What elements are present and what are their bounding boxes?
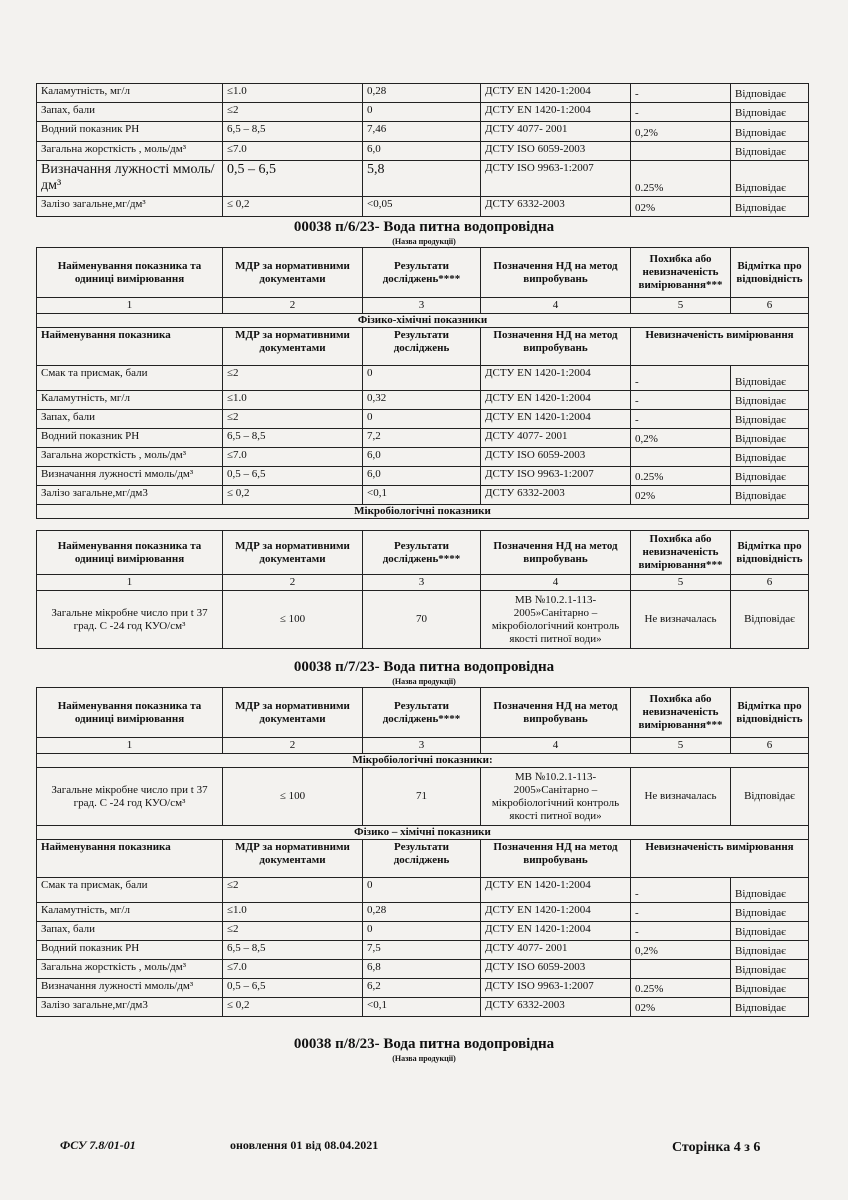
subheader-uncertainty: Невизначеність вимірювання	[631, 840, 809, 878]
table-row	[37, 197, 809, 217]
micro-mark: Відповідає	[731, 768, 809, 826]
table-row	[37, 878, 809, 903]
row-method: ДСТУ 4077- 2001	[481, 429, 631, 448]
table-row	[37, 486, 809, 505]
col-num-4: 4	[481, 575, 631, 591]
col-num-1: 1	[37, 298, 223, 314]
row-uncertainty: -	[631, 103, 731, 122]
column-number-row	[37, 575, 809, 591]
header-method: Позначення НД на метод випробувань	[481, 531, 631, 575]
micro-uncertainty: Не визначалась	[631, 591, 731, 649]
row-result: 6,0	[363, 142, 481, 161]
row-norm: ≤2	[223, 878, 363, 903]
row-name: Визначання лужності ммоль/дм³	[37, 467, 223, 486]
section-micro: Мікробіологічні показники:	[37, 754, 809, 768]
subheader-norm: МДР за нормативними документами	[223, 840, 363, 878]
table-row	[37, 84, 809, 103]
row-norm: ≤ 0,2	[223, 486, 363, 505]
row-result: 0	[363, 878, 481, 903]
results-table-5-continued	[36, 83, 809, 217]
table-row	[37, 122, 809, 142]
row-norm: 0,5 – 6,5	[223, 979, 363, 998]
row-mark: Відповідає	[731, 960, 809, 979]
table-subheader-row	[37, 840, 809, 878]
row-result: 6,0	[363, 448, 481, 467]
section-physchem: Фізико – хімічні показники	[37, 826, 809, 840]
row-method: ДСТУ EN 1420-1:2004	[481, 103, 631, 122]
micro-norm: ≤ 100	[223, 768, 363, 826]
col-num-5: 5	[631, 298, 731, 314]
row-result: 7,46	[363, 122, 481, 142]
micro-mark: Відповідає	[731, 591, 809, 649]
row-uncertainty: 0.25%	[631, 467, 731, 486]
row-result: 0	[363, 366, 481, 391]
row-result: 0,28	[363, 84, 481, 103]
col-num-5: 5	[631, 738, 731, 754]
row-name: Загальна жорсткість , моль/дм³	[37, 448, 223, 467]
table-row	[37, 142, 809, 161]
row-mark: Відповідає	[731, 486, 809, 505]
subheader-result: Результати досліджень	[363, 840, 481, 878]
subheader-name: Найменування показника	[37, 840, 223, 878]
micro-name: Загальне мікробне число при t 37 град. С -24 год КУО/см³	[37, 591, 223, 649]
row-method: ДСТУ EN 1420-1:2004	[481, 878, 631, 903]
row-uncertainty	[631, 960, 731, 979]
row-norm: ≤ 0,2	[223, 998, 363, 1017]
row-norm: 0,5 – 6,5	[223, 161, 363, 197]
micro-method: МВ №10.2.1-113-2005»Санітарно – мікробіологічний контроль якості питної води»	[481, 768, 631, 826]
row-norm: ≤7.0	[223, 142, 363, 161]
sample-title-7: 00038 п/7/23- Вода питна водопровідна	[293, 659, 555, 675]
row-method: ДСТУ ISO 9963-1:2007	[481, 467, 631, 486]
micro-norm: ≤ 100	[223, 591, 363, 649]
row-mark: Відповідає	[731, 142, 809, 161]
table-header-row	[37, 531, 809, 575]
row-mark: Відповідає	[731, 998, 809, 1017]
row-result: <0,1	[363, 486, 481, 505]
subheader-name: Найменування показника	[37, 328, 223, 366]
micro-table-6	[36, 530, 809, 649]
col-num-5: 5	[631, 575, 731, 591]
row-mark: Відповідає	[731, 391, 809, 410]
row-result: 0,28	[363, 903, 481, 922]
row-method: ДСТУ 6332-2003	[481, 486, 631, 505]
header-result: Результати досліджень****	[363, 688, 481, 738]
subheader-method: Позначення НД на метод випробувань	[481, 328, 631, 366]
subheader-result: Результати досліджень	[363, 328, 481, 366]
row-name: Водний показник РН	[37, 122, 223, 142]
subheader-uncertainty: Невизначеність вимірювання	[631, 328, 809, 366]
col-num-3: 3	[363, 575, 481, 591]
row-mark: Відповідає	[731, 448, 809, 467]
header-mark: Відмітка про відповідність	[731, 531, 809, 575]
header-name: Найменування показника та одиниці вимірювання	[37, 248, 223, 298]
row-method: ДСТУ EN 1420-1:2004	[481, 391, 631, 410]
section-physchem: Фізико-хімічні показники	[37, 314, 809, 328]
header-name: Найменування показника та одиниці вимірювання	[37, 688, 223, 738]
row-name: Смак та присмак, бали	[37, 366, 223, 391]
row-method: ДСТУ 6332-2003	[481, 197, 631, 217]
table-row	[37, 960, 809, 979]
table-row	[37, 998, 809, 1017]
header-norm: МДР за нормативними документами	[223, 248, 363, 298]
row-method: ДСТУ EN 1420-1:2004	[481, 366, 631, 391]
results-table-7	[36, 687, 809, 1017]
row-method: ДСТУ 4077- 2001	[481, 941, 631, 960]
table-row	[37, 941, 809, 960]
sample-subtitle-6: (Назва продукції)	[392, 237, 456, 246]
table-row	[37, 467, 809, 486]
row-name: Смак та присмак, бали	[37, 878, 223, 903]
row-uncertainty: 0.25%	[631, 161, 731, 197]
row-norm: 6,5 – 8,5	[223, 429, 363, 448]
micro-uncertainty: Не визначалась	[631, 768, 731, 826]
header-method: Позначення НД на метод випробувань	[481, 248, 631, 298]
header-norm: МДР за нормативними документами	[223, 688, 363, 738]
sample-subtitle-8: (Назва продукції)	[392, 1054, 456, 1063]
row-mark: Відповідає	[731, 903, 809, 922]
sample-title-6: 00038 п/6/23- Вода питна водопровідна	[293, 219, 555, 235]
row-uncertainty: 0,2%	[631, 941, 731, 960]
row-name: Визначання лужності ммоль/дм³	[37, 979, 223, 998]
row-uncertainty: 0,2%	[631, 429, 731, 448]
row-method: ДСТУ ISO 9963-1:2007	[481, 979, 631, 998]
row-mark: Відповідає	[731, 410, 809, 429]
header-name: Найменування показника та одиниці вимірювання	[37, 531, 223, 575]
row-method: ДСТУ EN 1420-1:2004	[481, 84, 631, 103]
micro-name: Загальне мікробне число при t 37 град. С -24 год КУО/см³	[37, 768, 223, 826]
col-num-6: 6	[731, 298, 809, 314]
micro-method: МВ №10.2.1-113-2005»Санітарно – мікробіологічний контроль якості питної води»	[481, 591, 631, 649]
table-row	[37, 979, 809, 998]
revision-note: оновлення 01 від 08.04.2021	[230, 1138, 379, 1152]
sample-title-8: 00038 п/8/23- Вода питна водопровідна	[293, 1036, 555, 1052]
row-mark: Відповідає	[731, 197, 809, 217]
row-result: <0,05	[363, 197, 481, 217]
table-header-row	[37, 248, 809, 298]
col-num-2: 2	[223, 738, 363, 754]
header-method: Позначення НД на метод випробувань	[481, 688, 631, 738]
row-mark: Відповідає	[731, 161, 809, 197]
row-mark: Відповідає	[731, 979, 809, 998]
row-name: Запах, бали	[37, 922, 223, 941]
row-name: Залізо загальне,мг/дм3	[37, 998, 223, 1017]
header-mark: Відмітка про відповідність	[731, 248, 809, 298]
table-header-row	[37, 688, 809, 738]
table-row	[37, 410, 809, 429]
row-uncertainty	[631, 142, 731, 161]
row-uncertainty: 0,2%	[631, 122, 731, 142]
row-uncertainty: -	[631, 391, 731, 410]
column-number-row	[37, 738, 809, 754]
micro-result: 70	[363, 591, 481, 649]
row-result: 5,8	[363, 161, 481, 197]
row-result: 7,2	[363, 429, 481, 448]
row-result: 7,5	[363, 941, 481, 960]
subheader-method: Позначення НД на метод випробувань	[481, 840, 631, 878]
header-uncertainty: Похибка або невизначеність вимірювання***	[631, 248, 731, 298]
row-uncertainty: 02%	[631, 486, 731, 505]
row-norm: ≤ 0,2	[223, 197, 363, 217]
row-mark: Відповідає	[731, 467, 809, 486]
row-result: <0,1	[363, 998, 481, 1017]
row-norm: ≤7.0	[223, 960, 363, 979]
table-row	[37, 922, 809, 941]
table-row	[37, 448, 809, 467]
col-num-2: 2	[223, 575, 363, 591]
form-code: ФСУ 7.8/01-01	[60, 1138, 136, 1152]
row-uncertainty: -	[631, 903, 731, 922]
row-mark: Відповідає	[731, 922, 809, 941]
row-result: 6,2	[363, 979, 481, 998]
header-mark: Відмітка про відповідність	[731, 688, 809, 738]
row-uncertainty: -	[631, 878, 731, 903]
row-norm: 6,5 – 8,5	[223, 122, 363, 142]
row-name: Водний показник РН	[37, 941, 223, 960]
row-uncertainty: 02%	[631, 197, 731, 217]
row-result: 6,0	[363, 467, 481, 486]
row-uncertainty: 0.25%	[631, 979, 731, 998]
col-num-1: 1	[37, 738, 223, 754]
row-name: Загальна жорсткість , моль/дм³	[37, 142, 223, 161]
col-num-6: 6	[731, 738, 809, 754]
row-name: Каламутність, мг/л	[37, 391, 223, 410]
table-row	[37, 103, 809, 122]
row-method: ДСТУ 4077- 2001	[481, 122, 631, 142]
row-name: Запах, бали	[37, 103, 223, 122]
row-norm: ≤2	[223, 366, 363, 391]
row-name: Залізо загальне,мг/дм3	[37, 486, 223, 505]
col-num-4: 4	[481, 738, 631, 754]
row-mark: Відповідає	[731, 122, 809, 142]
row-method: ДСТУ ISO 6059-2003	[481, 960, 631, 979]
header-result: Результати досліджень****	[363, 248, 481, 298]
column-number-row	[37, 298, 809, 314]
row-norm: 0,5 – 6,5	[223, 467, 363, 486]
row-method: ДСТУ ISO 9963-1:2007	[481, 161, 631, 197]
row-uncertainty: -	[631, 366, 731, 391]
row-name: Каламутність, мг/л	[37, 903, 223, 922]
table-row	[37, 429, 809, 448]
row-mark: Відповідає	[731, 84, 809, 103]
row-mark: Відповідає	[731, 366, 809, 391]
subheader-norm: МДР за нормативними документами	[223, 328, 363, 366]
row-uncertainty: -	[631, 84, 731, 103]
row-name: Визначання лужності ммоль/дм³	[37, 161, 223, 197]
col-num-6: 6	[731, 575, 809, 591]
row-result: 0	[363, 410, 481, 429]
table-row	[37, 366, 809, 391]
row-mark: Відповідає	[731, 941, 809, 960]
col-num-1: 1	[37, 575, 223, 591]
row-norm: ≤2	[223, 922, 363, 941]
row-name: Залізо загальне,мг/дм³	[37, 197, 223, 217]
row-mark: Відповідає	[731, 429, 809, 448]
table-row	[37, 768, 809, 826]
table-row	[37, 161, 809, 197]
col-num-3: 3	[363, 298, 481, 314]
row-uncertainty: 02%	[631, 998, 731, 1017]
row-result: 0	[363, 922, 481, 941]
row-norm: 6,5 – 8,5	[223, 941, 363, 960]
row-uncertainty: -	[631, 922, 731, 941]
row-norm: ≤2	[223, 410, 363, 429]
row-norm: ≤2	[223, 103, 363, 122]
table-row	[37, 591, 809, 649]
row-name: Загальна жорсткість , моль/дм³	[37, 960, 223, 979]
row-name: Каламутність, мг/л	[37, 84, 223, 103]
table-subheader-row	[37, 328, 809, 366]
row-method: ДСТУ EN 1420-1:2004	[481, 903, 631, 922]
header-result: Результати досліджень****	[363, 531, 481, 575]
results-table-6	[36, 247, 809, 519]
row-name: Водний показник РН	[37, 429, 223, 448]
page-number: Сторінка 4 з 6	[672, 1140, 761, 1155]
row-result: 6,8	[363, 960, 481, 979]
col-num-2: 2	[223, 298, 363, 314]
table-row	[37, 391, 809, 410]
row-method: ДСТУ EN 1420-1:2004	[481, 410, 631, 429]
row-method: ДСТУ ISO 6059-2003	[481, 448, 631, 467]
row-uncertainty: -	[631, 410, 731, 429]
row-norm: ≤7.0	[223, 448, 363, 467]
micro-result: 71	[363, 768, 481, 826]
table-row	[37, 903, 809, 922]
row-result: 0,32	[363, 391, 481, 410]
row-uncertainty	[631, 448, 731, 467]
row-norm: ≤1.0	[223, 84, 363, 103]
header-uncertainty: Похибка або невизначеність вимірювання***	[631, 688, 731, 738]
col-num-3: 3	[363, 738, 481, 754]
section-micro: Мікробіологічні показники	[37, 505, 809, 519]
row-method: ДСТУ ISO 6059-2003	[481, 142, 631, 161]
row-mark: Відповідає	[731, 878, 809, 903]
header-uncertainty: Похибка або невизначеність вимірювання***	[631, 531, 731, 575]
row-norm: ≤1.0	[223, 391, 363, 410]
row-norm: ≤1.0	[223, 903, 363, 922]
row-result: 0	[363, 103, 481, 122]
row-mark: Відповідає	[731, 103, 809, 122]
row-name: Запах, бали	[37, 410, 223, 429]
sample-subtitle-7: (Назва продукції)	[392, 677, 456, 686]
row-method: ДСТУ EN 1420-1:2004	[481, 922, 631, 941]
row-method: ДСТУ 6332-2003	[481, 998, 631, 1017]
col-num-4: 4	[481, 298, 631, 314]
header-norm: МДР за нормативними документами	[223, 531, 363, 575]
